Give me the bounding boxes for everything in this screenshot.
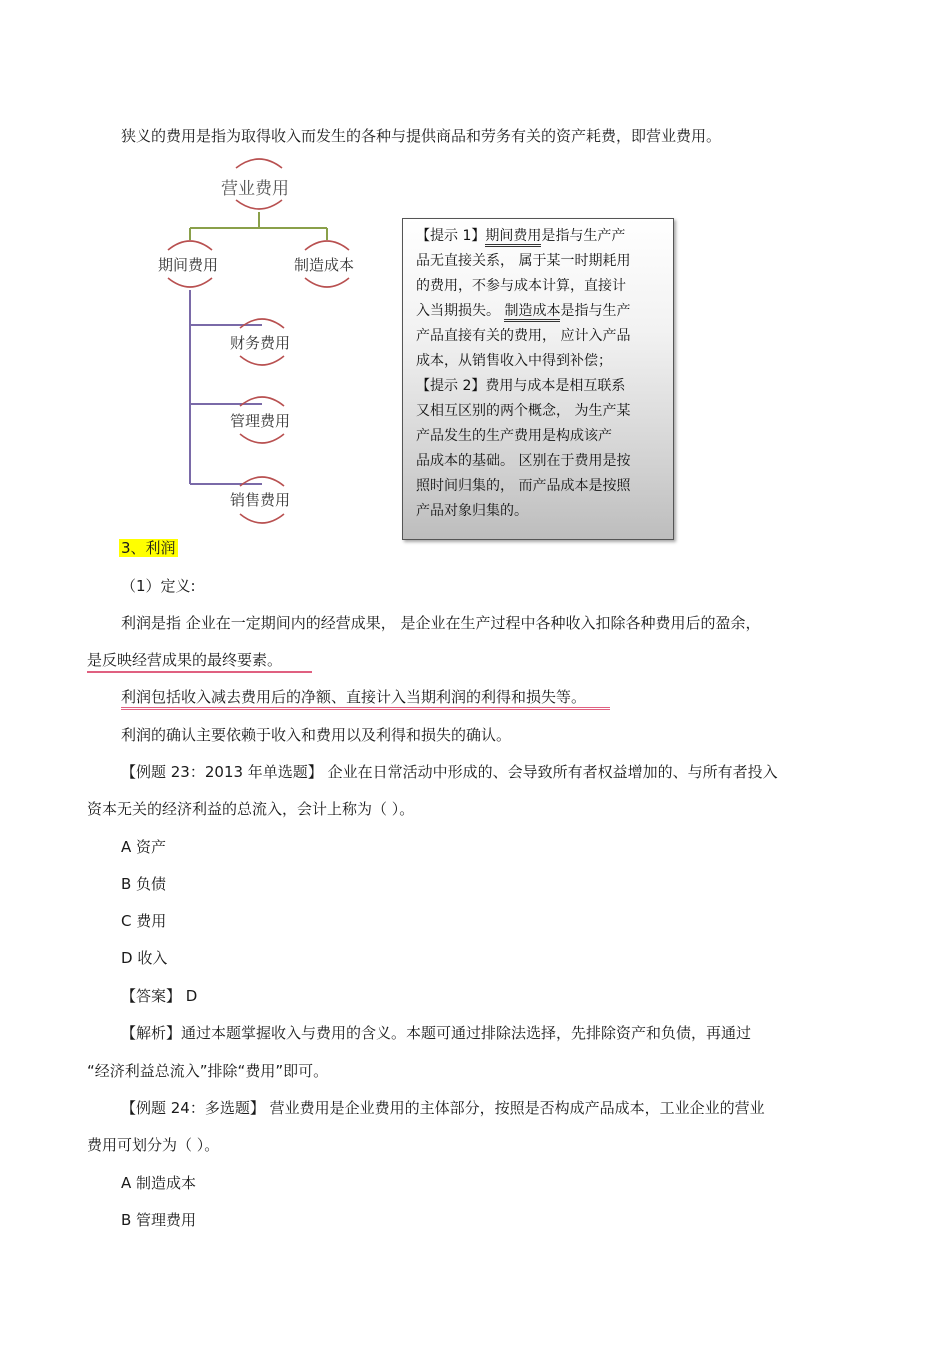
ex23-question-2: 资本无关的经济利益的总流入，会计上称为（ ）。	[87, 800, 415, 818]
section-heading-text: 3、利润	[121, 539, 176, 557]
node-admin-expense: 管理费用	[230, 412, 291, 430]
ex23-explanation-2: “经济利益总流入”排除“费用”即可。	[87, 1062, 329, 1080]
ex23-option-c: C 费用	[121, 912, 167, 930]
intro-text: 狭义的费用是指为取得收入而发生的各种与提供商品和劳务有关的资产耗费，即营业费用。	[121, 127, 722, 145]
tip1-term: 期间费用	[485, 228, 541, 247]
tip-line-2: 品无直接关系， 属于某一时期耗用	[416, 253, 631, 269]
tip-line-12: 产品对象归集的。	[416, 503, 528, 519]
ex23-option-b: B 负债	[121, 875, 167, 893]
node-period-expense: 期间费用	[158, 256, 219, 274]
definition-line-2-text: 利润包括收入减去费用后的净额、直接计入当期利润的利得和损失等。	[121, 688, 610, 710]
tip-line-9: 产品发生的生产费用是构成该产	[416, 428, 612, 444]
tip4-term: 制造成本	[504, 303, 560, 322]
tip-line-10: 品成本的基础。 区别在于费用是按	[416, 453, 631, 469]
ex23-option-a: A 资产	[121, 838, 167, 856]
node-operating-expense: 营业费用	[221, 179, 289, 199]
tip-line-5: 产品直接有关的费用， 应计入产品	[416, 328, 631, 344]
tip-line-8: 又相互区别的两个概念， 为生产某	[416, 403, 631, 419]
definition-title: （1）定义:	[121, 577, 196, 595]
ex24-question-1: 【例题 24：多选题】 营业费用是企业费用的主体部分，按照是否构成产品成本，工业企业的营业	[121, 1099, 765, 1117]
node-sales-expense: 销售费用	[230, 491, 291, 509]
tip1-text: 是指与生产产	[541, 228, 626, 244]
definition-line-1b-text: 是反映经营成果的最终要素。	[87, 651, 312, 673]
definition-line-1b	[87, 650, 312, 670]
tip-line-1	[416, 227, 625, 245]
tip4-text: 入当期损失。	[416, 303, 505, 319]
tip-line-4	[416, 302, 630, 320]
tip-line-11: 照时间归集的， 而产品成本是按照	[416, 478, 631, 494]
ex23-question-1: 【例题 23：2013 年单选题】 企业在日常活动中形成的、会导致所有者权益增加的、与所有者投入	[121, 763, 778, 781]
ex24-question-2: 费用可划分为（ ）。	[87, 1136, 220, 1154]
node-manufacturing-cost: 制造成本	[294, 256, 355, 274]
ex23-answer: 【答案】 D	[121, 987, 198, 1005]
tip4-post: 是指与生产	[560, 303, 631, 319]
ex23-option-d: D 收入	[121, 949, 168, 967]
ex23-explanation-1: 【解析】通过本题掌握收入与费用的含义。本题可通过排除法选择，先排除资产和负债，再通过	[121, 1024, 752, 1042]
tip-line-6: 成本，从销售收入中得到补偿；	[416, 353, 612, 369]
definition-line-2	[121, 687, 610, 707]
tip1-label: 【提示 1】	[416, 228, 486, 244]
tip-line-7: 【提示 2】费用与成本是相互联系	[416, 378, 626, 394]
tip-line-3: 的费用，不参与成本计算，直接计	[416, 278, 626, 294]
node-financial-expense: 财务费用	[230, 334, 291, 352]
ex24-option-b: B 管理费用	[121, 1211, 197, 1229]
tip-box	[402, 218, 674, 540]
definition-line-3: 利润的确认主要依赖于收入和费用以及利得和损失的确认。	[121, 726, 512, 744]
ex24-option-a: A 制造成本	[121, 1174, 197, 1192]
section-heading	[119, 538, 178, 558]
definition-line-1a: 利润是指 企业在一定期间内的经营成果， 是企业在生产过程中各种收入扣除各种费用后的盈余，	[121, 614, 761, 632]
